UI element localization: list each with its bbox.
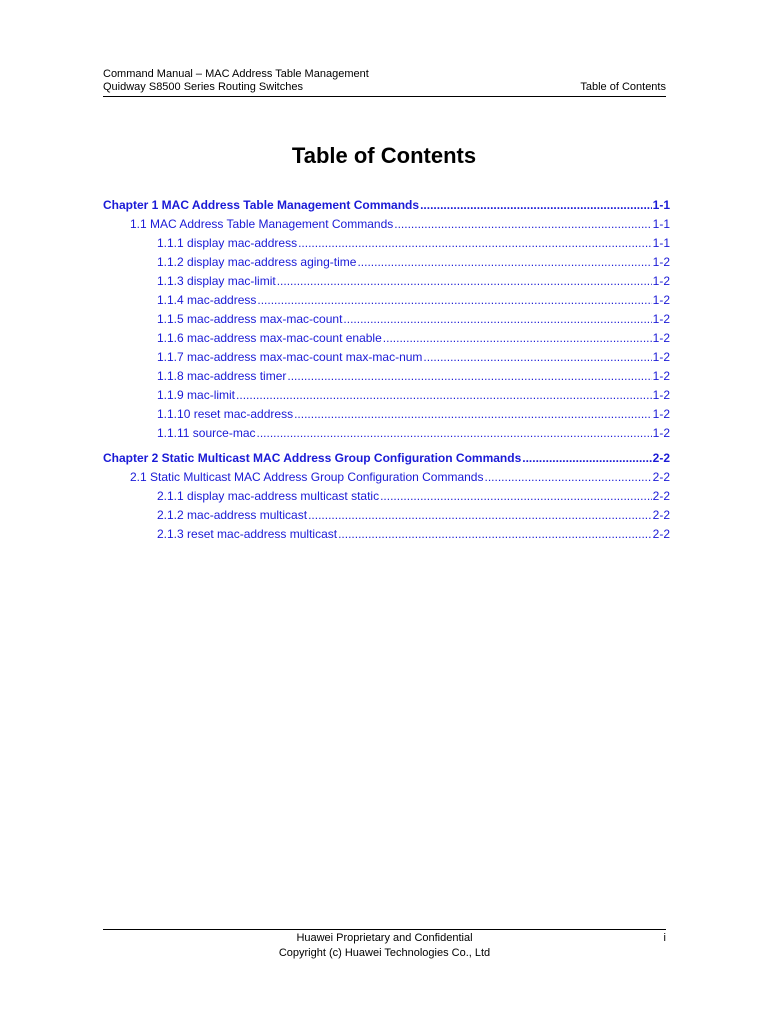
toc-entry-title: 1.1.8 mac-address timer [157, 369, 287, 383]
toc-dot-leader [522, 449, 651, 468]
header-manual-title: Command Manual – MAC Address Table Management [103, 68, 369, 80]
toc-subsection-link[interactable] [157, 386, 670, 405]
toc-page-number: 1-2 [652, 369, 670, 383]
toc-subsection-link[interactable] [157, 424, 670, 443]
toc-page-number: 1-2 [652, 426, 670, 440]
toc-dot-leader [394, 215, 651, 234]
footer-page-number: i [663, 932, 666, 944]
toc-dot-leader [294, 405, 652, 424]
toc-chapter-link[interactable] [103, 449, 670, 468]
toc-dot-leader [423, 348, 651, 367]
toc-subsection-link[interactable] [157, 253, 670, 272]
toc-entry-title: 2.1.3 reset mac-address multicast [157, 527, 338, 541]
toc-dot-leader [277, 272, 652, 291]
toc-page-number: 1-2 [652, 312, 670, 326]
toc-subsection-link[interactable] [157, 310, 670, 329]
toc-page-number: 1-2 [652, 350, 670, 364]
toc-page-number: 1-2 [652, 255, 670, 269]
toc-dot-leader [236, 386, 652, 405]
toc-page-number: 1-2 [652, 274, 670, 288]
toc-dot-leader [343, 310, 651, 329]
toc-page-number: 1-1 [652, 198, 670, 212]
toc-dot-leader [308, 506, 652, 525]
toc-page-number: 2-2 [652, 489, 670, 503]
header-row [103, 81, 666, 94]
toc-dot-leader [383, 329, 652, 348]
toc-dot-leader [338, 525, 652, 544]
toc-entry-title: 2.1.2 mac-address multicast [157, 508, 308, 522]
toc-entry-title: 1.1.11 source-mac [157, 426, 256, 440]
page-footer [103, 931, 666, 961]
toc-subsection-link[interactable] [157, 487, 670, 506]
toc-dot-leader [484, 468, 651, 487]
toc-page-number: 1-1 [652, 236, 670, 250]
toc-subsection-link[interactable] [157, 405, 670, 424]
footer-divider [103, 929, 666, 930]
toc-entry-title: 1.1.5 mac-address max-mac-count [157, 312, 343, 326]
toc-chapter-link[interactable] [103, 196, 670, 215]
toc-entry-title: 1.1.3 display mac-limit [157, 274, 276, 288]
toc-entry-title: 1.1.1 display mac-address [157, 236, 298, 250]
footer-copyright: Copyright (c) Huawei Technologies Co., Ltd [278, 947, 491, 959]
table-of-contents [0, 196, 768, 556]
toc-page-number: 2-2 [652, 527, 670, 541]
header-product-name: Quidway S8500 Series Routing Switches [103, 81, 303, 93]
toc-entry-title: Chapter 2 Static Multicast MAC Address Group Configuration Commands [103, 451, 522, 465]
toc-subsection-link[interactable] [157, 272, 670, 291]
header-divider [103, 96, 666, 97]
toc-dot-leader [257, 291, 651, 310]
toc-subsection-link[interactable] [157, 329, 670, 348]
toc-page-number: 2-2 [652, 508, 670, 522]
toc-dot-leader [298, 234, 652, 253]
toc-entry-title: 2.1.1 display mac-address multicast static [157, 489, 380, 503]
toc-page-number: 1-2 [652, 388, 670, 402]
toc-page-number: 1-1 [652, 217, 670, 231]
footer-confidentiality: Huawei Proprietary and Confidential [296, 932, 473, 944]
toc-entry-title: 2.1 Static Multicast MAC Address Group Configuration Commands [130, 470, 484, 484]
toc-page-number: 1-2 [652, 407, 670, 421]
toc-page-number: 1-2 [652, 331, 670, 345]
toc-dot-leader [420, 196, 652, 215]
toc-entry-title: 1.1.10 reset mac-address [157, 407, 294, 421]
toc-subsection-link[interactable] [157, 367, 670, 386]
toc-entry-title: 1.1.9 mac-limit [157, 388, 236, 402]
toc-subsection-link[interactable] [157, 348, 670, 367]
toc-entry-title: 1.1 MAC Address Table Management Commands [130, 217, 394, 231]
toc-section-link[interactable] [130, 468, 670, 487]
toc-entry-title: 1.1.7 mac-address max-mac-count max-mac-num [157, 350, 423, 364]
toc-subsection-link[interactable] [157, 291, 670, 310]
toc-subsection-link[interactable] [157, 525, 670, 544]
toc-entry-title: 1.1.6 mac-address max-mac-count enable [157, 331, 382, 345]
toc-entry-title: 1.1.4 mac-address [157, 293, 257, 307]
toc-subsection-link[interactable] [157, 234, 670, 253]
toc-section-link[interactable] [130, 215, 670, 234]
toc-dot-leader [257, 424, 652, 443]
toc-entry-title: 1.1.2 display mac-address aging-time [157, 255, 357, 269]
header-section-name: Table of Contents [580, 81, 666, 93]
toc-entry-title: Chapter 1 MAC Address Table Management Commands [103, 198, 420, 212]
toc-dot-leader [357, 253, 651, 272]
toc-page-number: 1-2 [652, 293, 670, 307]
toc-subsection-link[interactable] [157, 506, 670, 525]
toc-page-number: 2-2 [652, 470, 670, 484]
page-header [103, 68, 666, 94]
toc-page-number: 2-2 [652, 451, 670, 465]
toc-dot-leader [380, 487, 652, 506]
toc-dot-leader [287, 367, 651, 386]
page-title: Table of Contents [291, 143, 477, 168]
